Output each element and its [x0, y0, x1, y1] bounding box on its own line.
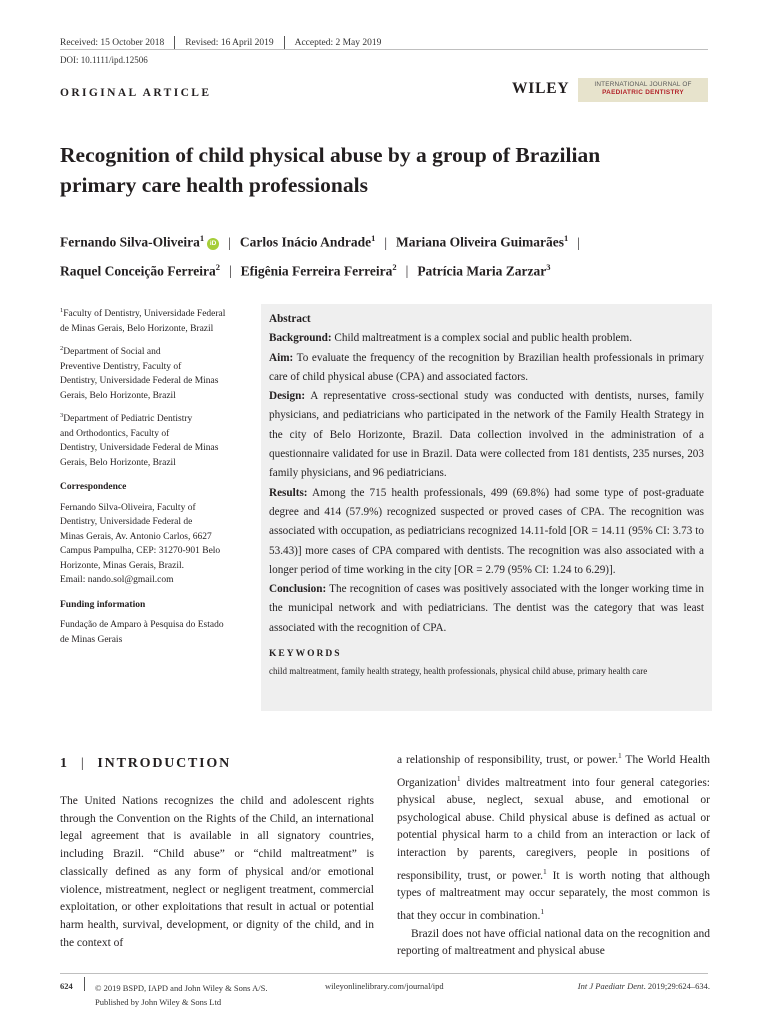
abstract-background	[269, 329, 704, 348]
body-column-right	[397, 747, 710, 961]
correspondence-line: Campus Pampulha, CEP: 31270-901 Belo	[60, 546, 221, 557]
divider	[84, 977, 85, 991]
citation-details: . 2019;29:624–634.	[643, 981, 710, 991]
correspondence-line: Fernando Silva-Oliveira, Faculty of	[60, 502, 196, 513]
affiliation-ref: 2	[215, 261, 220, 272]
citation-ref[interactable]: 1	[456, 773, 461, 783]
abstract-text: Child maltreatment is a complex social and public health problem.	[331, 332, 633, 345]
divider	[174, 36, 175, 50]
revised-date: Revised: 16 April 2019	[185, 38, 274, 48]
body-paragraph: The United Nations recognizes the child and adolescent rights through the Convention on the Rights of the Child, an international legal agreement that is available in all signatory countries, including Brazil. “Child abuse” or “child maltreatment” is classically defined as any form of physical and/or emotional violence, mistreatment, neglect or negligent treatment, commercial exploitation, or other exploitations that result in actual or potential harm health, survival, development, or dignity of the child, and in the context of	[60, 795, 374, 949]
funding-line: de Minas Gerais	[60, 634, 123, 645]
funding-line: Fundação de Amparo à Pesquisa do Estado	[60, 620, 224, 631]
publisher-logo: WILEY	[512, 80, 570, 97]
affiliation-line: Dentistry, Universidade Federal de Minas	[60, 376, 219, 387]
abstract-label: Conclusion:	[269, 583, 327, 596]
abstract-heading: Abstract	[269, 313, 311, 325]
header-rule	[60, 49, 708, 50]
article-type: ORIGINAL ARTICLE	[60, 87, 212, 99]
body-text: a relationship of responsibility, trust, or power.	[397, 753, 618, 766]
affiliation-line: Department of Social and	[63, 347, 161, 358]
body-paragraph: Brazil does not have official national data on the recognition and reporting of maltreatment and physical abuse	[397, 927, 710, 958]
journal-logo-line2: PAEDIATRIC DENTISTRY	[602, 89, 684, 96]
body-column-left	[60, 793, 374, 952]
section-title: INTRODUCTION	[97, 756, 232, 771]
journal-abbreviation: Int J Paediatr Dent	[577, 981, 644, 991]
orcid-icon[interactable]: iD	[207, 238, 219, 250]
citation-ref[interactable]: 1	[617, 751, 622, 760]
keywords-list: child maltreatment, family health strategy, health professionals, physical child abuse, primary health care	[269, 666, 648, 677]
affiliation-ref: 1	[371, 233, 376, 243]
author-name[interactable]: Efigênia Ferreira Ferreira	[240, 263, 393, 278]
abstract-conclusion	[269, 580, 704, 638]
body-text: The World Health Organization	[397, 753, 710, 789]
author-separator: |	[228, 234, 231, 250]
abstract-label: Background:	[269, 332, 332, 345]
correspondence-line: Dentistry, Universidade Federal de	[60, 517, 193, 528]
author-line	[60, 226, 720, 255]
affiliation-line: and Orthodontics, Faculty of	[60, 428, 170, 439]
author-name[interactable]: Mariana Oliveira Guimarães	[396, 234, 565, 250]
keywords-heading: KEYWORDS	[269, 649, 342, 660]
affiliation-ref: 2	[392, 261, 397, 272]
body-text: divides maltreatment into four general categories: physical abuse, neglect, sexual abuse, and emotional or psychological abuse. Child physical abuse is defined as actual or potential physical harm to a child from an interaction or lack of interaction by parents, caregivers, people in positions of responsibility, trust, or power.	[397, 776, 710, 882]
section-heading	[60, 756, 231, 772]
doi[interactable]: DOI: 10.1111/ipd.12506	[60, 55, 148, 65]
affiliation-line: Preventive Dentistry, Faculty of	[60, 361, 182, 372]
affiliation-line: Department of Pediatric Dentistry	[63, 414, 193, 425]
citation-ref[interactable]: 1	[543, 866, 547, 876]
funding-details	[60, 618, 245, 647]
article-title	[60, 140, 680, 200]
abstract-text: Among the 715 health professionals, 499 (69.8%) had some type of post-graduate degree and 414 (57.9%) recognized suspected or proved cases of CPA. The recognition was associated with occupation, as pediatricians recognized 14.11-fold [OR = 14.11 (95% CI: 3.73 to 53.43)] more cases of CPA compared with dentists. The recognition was also associated with a longer period of time working in the city [OR = 2.79 (95% CI: 1.24 to 6.29)].	[269, 486, 704, 576]
author-separator: |	[384, 234, 388, 250]
affiliation-line: Gerais, Belo Horizonte, Brazil	[60, 390, 176, 401]
journal-logo[interactable]	[578, 78, 708, 102]
abstract-text: A representative cross-sectional study was conducted with dentists, nurses, family physicians, and pediatricians who participated in the network of the Family Health Strategy in the city of Belo Horizonte, Brazil. Data collection involved in the administration of a questionnaire validated for use in Brazil. Data were collected from 181 dentists, 235 nurses, 203 family physicians, and 96 pediatricians.	[269, 390, 704, 480]
abstract-results	[269, 484, 704, 580]
journal-logo-line1: INTERNATIONAL JOURNAL OF	[594, 81, 692, 88]
affiliation-number: 2	[60, 345, 64, 353]
author-name[interactable]: Carlos Inácio Andrade	[239, 234, 372, 250]
body-paragraph	[397, 747, 710, 926]
accepted-date: Accepted: 2 May 2019	[294, 38, 382, 48]
affiliation	[60, 409, 245, 470]
copyright-line: © 2019 BSPD, IAPD and John Wiley & Sons A/S.	[95, 983, 268, 993]
journal-url[interactable]: wileyonlinelibrary.com/journal/ipd	[325, 981, 444, 991]
abstract-label: Aim:	[269, 351, 294, 364]
abstract-label: Results:	[269, 486, 308, 499]
correspondence-email[interactable]: Email: nando.sol@gmail.com	[60, 575, 174, 586]
abstract-text: To evaluate the frequency of the recognition by Brazilian health professionals in primary care of child physical abuse (CPA) and associated factors.	[269, 351, 704, 383]
affiliation-line: de Minas Gerais, Belo Horizonte, Brazil	[60, 323, 214, 334]
author-separator: |	[577, 234, 580, 250]
received-date: Received: 15 October 2018	[60, 38, 165, 48]
abstract-box	[261, 304, 712, 711]
page-number: 624	[60, 981, 73, 991]
publisher-line: Published by John Wiley & Sons Ltd	[95, 997, 222, 1007]
author-list	[60, 226, 720, 283]
abstract-label: Design:	[269, 390, 306, 403]
correspondence-heading: Correspondence	[60, 482, 127, 493]
abstract-text: The recognition of cases was positively associated with the longer working time in the municipal network and with pediatricians. The dentist was the category that was least associated with the recognition of CPA.	[269, 583, 704, 634]
correspondence-details	[60, 501, 245, 588]
article-info-sidebar	[60, 304, 245, 647]
affiliation	[60, 342, 245, 403]
article-dates	[60, 36, 381, 50]
citation	[578, 981, 710, 991]
title-line: primary care health professionals	[60, 173, 368, 197]
affiliation-ref: 1	[199, 233, 205, 243]
author-separator: |	[228, 263, 232, 278]
author-name[interactable]: Raquel Conceição Ferreira	[60, 263, 216, 278]
affiliation-line: Faculty of Dentistry, Universidade Federal	[63, 309, 226, 320]
affiliation-number: 3	[60, 412, 64, 420]
affiliation-ref: 1	[564, 233, 569, 243]
section-number: 1	[60, 756, 69, 771]
affiliation	[60, 304, 245, 336]
author-line	[60, 255, 720, 284]
title-line: Recognition of child physical abuse by a group of Brazilian	[60, 143, 601, 167]
copyright	[95, 981, 267, 1009]
divider	[284, 36, 285, 50]
correspondence-line: Horizonte, Minas Gerais, Brazil.	[60, 560, 184, 571]
correspondence-line: Minas Gerais, Av. Antonio Carlos, 6627	[60, 531, 212, 542]
author-name[interactable]: Patrícia Maria Zarzar	[417, 263, 547, 278]
affiliation-ref: 3	[546, 261, 551, 272]
funding-heading: Funding information	[60, 599, 146, 610]
body-text: It is worth noting that although types of maltreatment may occur separately, the most common is that they occur in combination.	[397, 869, 710, 922]
abstract-aim	[269, 349, 704, 388]
affiliation-number: 1	[60, 307, 64, 314]
section-separator: |	[80, 756, 86, 771]
citation-ref[interactable]: 1	[540, 907, 545, 917]
abstract-design	[269, 387, 704, 483]
affiliation-line: Gerais, Belo Horizonte, Brazil	[60, 457, 176, 468]
author-name[interactable]: Fernando Silva-Oliveira	[60, 234, 200, 250]
affiliation-line: Dentistry, Universidade Federal de Minas	[60, 443, 219, 454]
footer-rule	[60, 973, 708, 974]
author-separator: |	[405, 263, 409, 278]
